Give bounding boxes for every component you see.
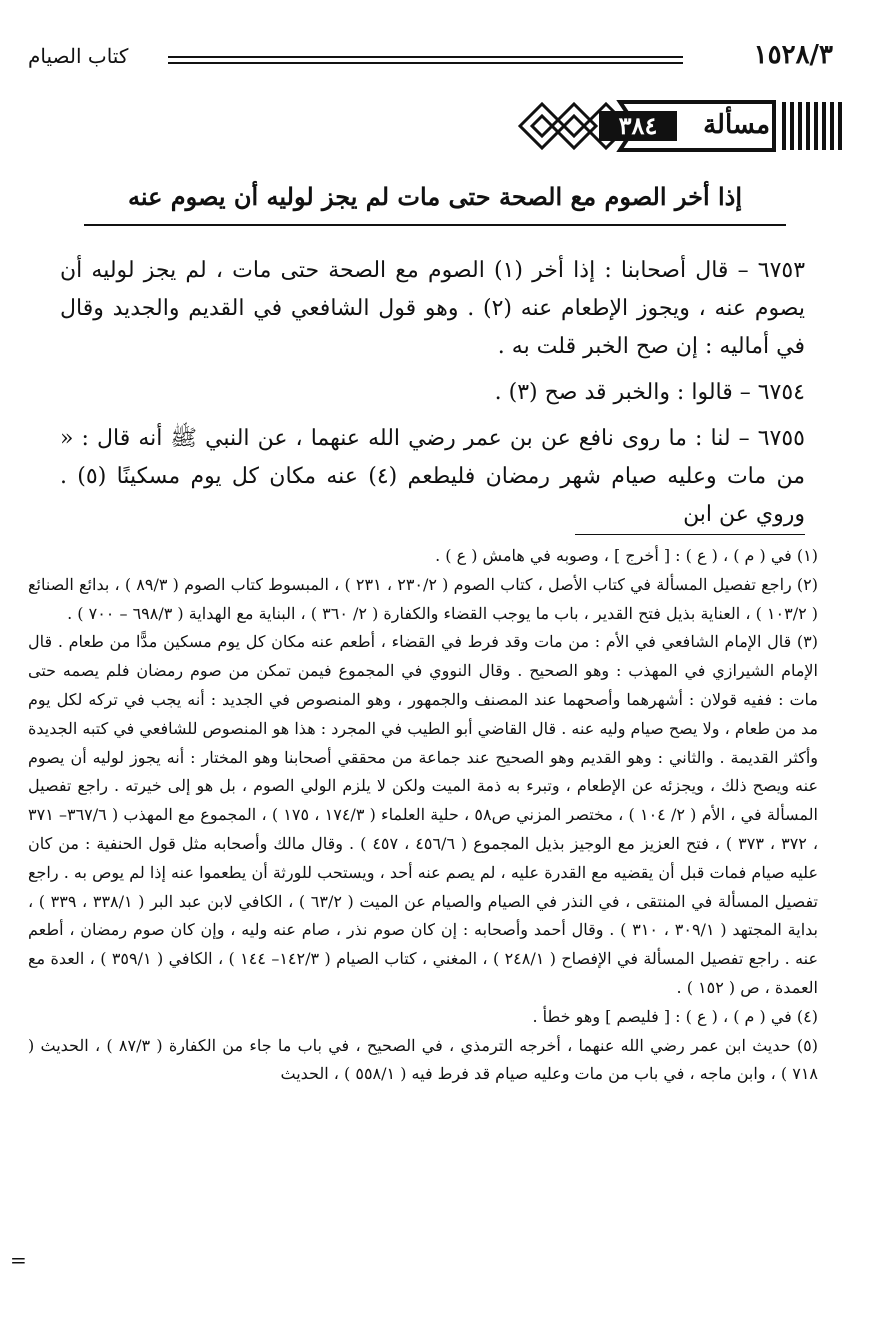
paragraph: ٦٧٥٤ – قالوا : والخبر قد صح (٣) . (494, 380, 805, 405)
footnotes (28, 542, 818, 1089)
masala-number: ٣٨٤ (599, 111, 677, 141)
footnote: (٤) في ( م ) ، ( ع ) : [ فليصم ] وهو خطأ . (532, 1006, 818, 1026)
main-text (60, 252, 805, 542)
masala-label: مسألة (703, 110, 770, 140)
footnote: (١) في ( م ) ، ( ع ) : [ أخرج ] ، وصوبه في هامش ( ع ) . (435, 546, 818, 565)
header-rule (168, 56, 683, 64)
masala-banner (512, 96, 845, 156)
section-title: إذا أخر الصوم مع الصحة حتى مات لم يجز لوليه أن يصوم عنه (127, 182, 742, 211)
section-title-box (84, 176, 786, 226)
footnote-separator (575, 534, 805, 535)
paragraph: ٦٧٥٥ – لنا : ما روى نافع عن بن عمر رضي الله عنهما ، عن النبي ﷺ أنه قال : « من مات وعليه صيام شهر رمضان فليطعم (٤) عنه مكان كل يوم مسكينًا (٥) . وروي عن ابن (60, 426, 806, 527)
page-number: ١٥٢٨/٣ (753, 40, 833, 70)
book-name: كتاب الصيام (28, 44, 129, 68)
ornament-icon (512, 96, 845, 156)
running-header (28, 40, 833, 80)
paragraph: ٦٧٥٣ – قال أصحابنا : إذا أخر (١) الصوم مع الصحة حتى مات ، لم يجز لوليه أن يصوم عنه ، ويجوز الإطعام عنه (٢) . وهو قول الشافعي في القديم والجديد وقال في أماليه : إن صح الخبر قلت به . (60, 258, 806, 359)
continuation-mark: = (10, 1248, 27, 1272)
footnote: (٥) حديث ابن عمر رضي الله عنهما ، أخرجه الترمذي ، في الصحيح ، في باب ما جاء من الكفارة ( ٨٧/٣ ) ، الحديث ( ٧١٨ ) ، وابن ماجه ، في باب من مات وعليه صيام قد فرط فيه ( ٥٥٨/١ ) ، الحديث (28, 1035, 819, 1084)
footnote: (٣) قال الإمام الشافعي في الأم : من مات وقد فرط في القضاء ، أطعم عنه مكان كل يوم مسكين مدًّا من طعام . قال الإمام الشيرازي في المهذب : وهو الصحيح . وقال النووي في المجموع فيمن تمكن من صوم رمضان فلم يصمه حتى مات : ففيه قولان : أشهرهما وأصحهما عند المصنف والجمهور ، وهو المنصوص في الجديد : أنه يجب في تركه لكل يوم مد من طعام ، ولا يصح صيام وليه عنه . قال القاضي أبو الطيب في المجرد : هذا هو المنصوص للشافعي في كتبه الجديدة وأكثر القديمة . والثاني : وهو القديم وهو الصحيح عند جماعة من محققي أصحابنا وهو المختار : أنه يجوز لوليه أن يصوم عنه ويصح ذلك ، ويجزئه عن الإطعام ، وتبرء به ذمة الميت ولكن لا يلزم الولي الصوم ، بل هو إلى خيرته . راجع تفصيل المسألة في ، الأم ( ٢/ ١٠٤ ) ، مختصر المزني ص٥٨ ، حلية العلماء ( ١٧٤/٣ ، ١٧٥ ) ، المجموع مع المهذب ( ٣٦٧/٦– ٣٧١ ، ٣٧٢ ، ٣٧٣ ) ، فتح العزيز مع الوجيز بذيل المجموع ( ٤٥٦/٦ ، ٤٥٧ ) . وقال مالك وأصحابه مثل قول الحنفية : من كان عليه صيام فمات قبل أن يقضيه مع القدرة عليه ، لم يصم عنه أحد ، ويستحب للورثة أن يطعموا عنه إذا لم يوص به . راجع تفصيل المسألة في المنتقى ، في النذر في الصيام والصيام عن الميت ( ٦٣/٢ ) ، الكافي لابن عبد البر ( ٣٣٨/١ ، ٣٣٩ ) ، بداية المجتهد ( ٣٠٩/١ ، ٣١٠ ) . وقال أحمد وأصحابه : إن كان صوم نذر ، صام عنه وليه ، وإن كان صوم رمضان ، أطعم عنه . راجع تفصيل المسألة في الإفصاح ( ٢٤٨/١ ) ، المغني ، كتاب الصيام ( ١٤٢/٣– ١٤٤ ) ، الكافي ( ٣٥٩/١ ) ، العدة مع العمدة ، ص ( ١٥٢ ) . (28, 632, 819, 997)
footnote: (٢) راجع تفصيل المسألة في كتاب الأصل ، كتاب الصوم ( ٢٣٠/٢ ، ٢٣١ ) ، المبسوط كتاب الصوم ( ٨٩/٣ ) ، بدائع الصنائع ( ١٠٣/٢ ) ، العناية بذيل فتح القدير ، باب ما يوجب القضاء والكفارة ( ٢/ ٣٦٠ ) ، البناية مع الهداية ( ٦٩٨/٣ – ٧٠٠ ) . (28, 574, 819, 623)
